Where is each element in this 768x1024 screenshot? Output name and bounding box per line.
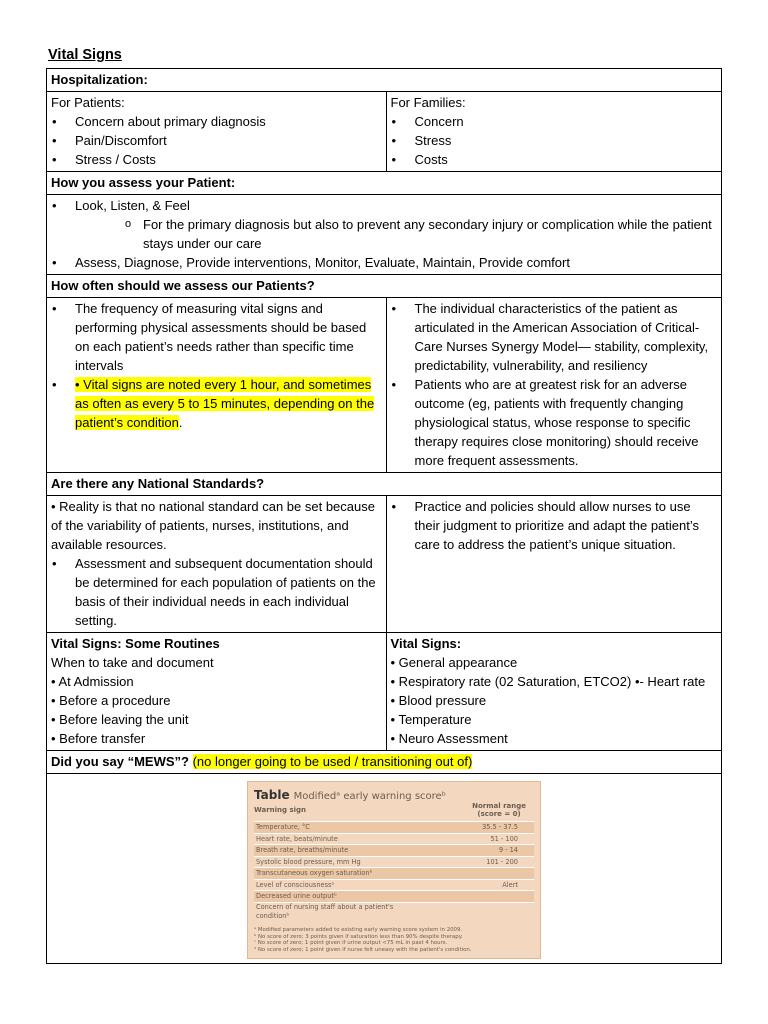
mews-col-sign: Warning sign	[254, 806, 307, 814]
table-row	[254, 867, 534, 879]
vital-signs-table	[46, 68, 722, 964]
list-item: • Assess, Diagnose, Provide interventions, Monitor, Evaluate, Maintain, Provide comfort	[51, 253, 717, 272]
assess-header: How you assess your Patient:	[47, 172, 722, 195]
mews-col-range-label: Normal range	[472, 802, 526, 810]
mews-col-range-sub: (score = 0)	[477, 810, 521, 818]
mews-header-cell	[47, 751, 722, 774]
list-item: • Stress	[391, 131, 717, 150]
how-often-header: How often should we assess our Patients?	[47, 275, 722, 298]
mews-rows	[254, 821, 534, 922]
mews-sign: Systolic blood pressure, mm Hg	[256, 857, 361, 866]
routine-line: • Before a procedure	[51, 693, 171, 708]
how-often-left-cell	[47, 298, 387, 473]
mews-range: 101 - 200	[486, 857, 518, 866]
mews-notes	[254, 927, 536, 954]
list-item: • Concern	[391, 112, 717, 131]
mews-sign: Transcutaneous oxygen saturationᵇ	[256, 869, 373, 877]
period-text: .	[178, 415, 183, 430]
list-item: • Assessment and subsequent documentation should be determined for each population of patients on the basis of their individual needs in each individual setting.	[51, 554, 382, 630]
mews-sign: Heart rate, beats/minute	[256, 834, 338, 843]
how-often-left-list	[51, 299, 382, 432]
mews-note: ᵃ Modified parameters added to existing early warning score system in 2009.	[254, 926, 463, 933]
vital-sign-line: • General appearance	[390, 655, 518, 670]
vital-sign-line: • Blood pressure	[390, 693, 487, 708]
standards-left-text: • Reality is that no national standard can be set because of the variability of patients, nurses, institutions, and available resources.	[51, 499, 375, 552]
hospitalization-header: Hospitalization:	[47, 69, 722, 92]
how-often-right-cell	[386, 298, 721, 473]
table-row	[254, 844, 534, 856]
list-item	[51, 375, 382, 432]
how-often-right-list	[391, 299, 717, 470]
mews-header: Did you say “MEWS”?	[51, 754, 189, 769]
mews-note-highlight: (no longer going to be used / transitioning out of)	[192, 754, 473, 769]
table-row	[254, 890, 534, 902]
mews-col-range	[472, 802, 526, 818]
table-row	[254, 856, 534, 868]
vital-sign-line: • Respiratory rate (02 Saturation, ETCO2) •- Heart rate	[390, 674, 706, 689]
standards-header: Are there any National Standards?	[47, 473, 722, 496]
list-item: • Stress / Costs	[51, 150, 382, 169]
table-row	[254, 902, 534, 922]
mews-sign: Level of consciousnessᵃ	[256, 880, 335, 889]
families-cell	[386, 92, 721, 172]
sub-list-item: o For the primary diagnosis but also to prevent any secondary injury or complication while the patient stays under our care	[123, 215, 717, 253]
table-row	[254, 879, 534, 891]
list-item: • The individual characteristics of the patient as articulated in the American Association of Critical- Care Nurses Synergy Model— stability, complexity, predictability, vulnerability, and resiliency	[391, 299, 717, 375]
mews-sign: Breath rate, breaths/minute	[256, 846, 349, 854]
vital-sign-line: • Neuro Assessment	[390, 731, 508, 746]
mews-image-header	[254, 802, 534, 820]
routines-left-header: Vital Signs: Some Routines	[51, 636, 220, 651]
mews-sign: Concern of nursing staff about a patient's conditionᵇ	[256, 902, 394, 920]
assess-item-1: Look, Listen, & Feel	[75, 198, 190, 213]
standards-left-cell	[47, 496, 387, 633]
mews-range: 51 - 100	[490, 834, 518, 843]
routine-line: • Before leaving the unit	[51, 712, 189, 727]
routines-right-header: Vital Signs:	[390, 636, 462, 651]
page-title: Vital Signs	[48, 47, 122, 63]
routines-right-cell	[386, 633, 721, 751]
list-item: • Costs	[391, 150, 717, 169]
mews-sign: Temperature, °C	[256, 823, 310, 831]
patients-label: For Patients:	[51, 95, 125, 110]
patients-list	[51, 112, 382, 169]
table-row	[254, 833, 534, 845]
families-label: For Families:	[390, 95, 466, 110]
mews-note: ᶜ No score of zero; 1 point given if urine output <75 mL in past 4 hours.	[254, 940, 448, 947]
standards-right-list	[391, 497, 717, 554]
assess-sub-list	[75, 215, 717, 253]
routine-line: • At Admission	[51, 674, 134, 689]
mews-sign: Decreased urine outputᵇ	[256, 892, 337, 900]
routine-line: • Before transfer	[51, 731, 146, 746]
vital-sign-line: • Temperature	[390, 712, 472, 727]
list-item	[51, 196, 717, 253]
mews-caption: Modifiedᵃ early warning scoreᵇ	[293, 791, 446, 802]
highlighted-text: • Vital signs are noted every 1 hour, and sometimes as often as every 5 to 15 minutes, depending on the patient’s condition	[75, 377, 375, 430]
patients-cell	[47, 92, 387, 172]
list-item: • Practice and policies should allow nurses to use their judgment to prioritize and adapt the patient’s care to address the patient’s unique situation.	[391, 497, 717, 554]
mews-range: 9 - 14	[498, 846, 518, 854]
standards-right-cell	[386, 496, 721, 633]
mews-table-word: Table	[254, 788, 290, 802]
list-item: • Patients who are at greatest risk for an adverse outcome (eg, patients with frequently changing physiological status, whose response to specific therapy requires close monitoring) should receive more frequent assessments.	[391, 375, 717, 470]
mews-range: Alert	[502, 880, 518, 889]
assess-cell	[47, 195, 722, 275]
routines-left-sub: When to take and document	[51, 655, 214, 670]
mews-image-cell	[47, 774, 722, 964]
mews-range: 35.5 - 37.5	[482, 823, 518, 831]
mews-note: ᵇ No score of zero; 3 points given if saturation less than 90% despite therapy.	[254, 933, 463, 940]
table-row	[254, 821, 534, 833]
mews-note: ᵈ No score of zero; 1 point given if nurse felt uneasy with the patient's condition.	[254, 947, 472, 954]
list-item: • The frequency of measuring vital signs and performing physical assessments should be based on each patient’s needs rather than specific time intervals	[51, 299, 382, 375]
list-item: • Concern about primary diagnosis	[51, 112, 382, 131]
mews-table-image	[247, 781, 541, 959]
list-item: • Pain/Discomfort	[51, 131, 382, 150]
assess-list	[51, 196, 717, 272]
families-list	[391, 112, 717, 169]
routines-left-cell	[47, 633, 387, 751]
standards-left-list	[51, 554, 382, 630]
